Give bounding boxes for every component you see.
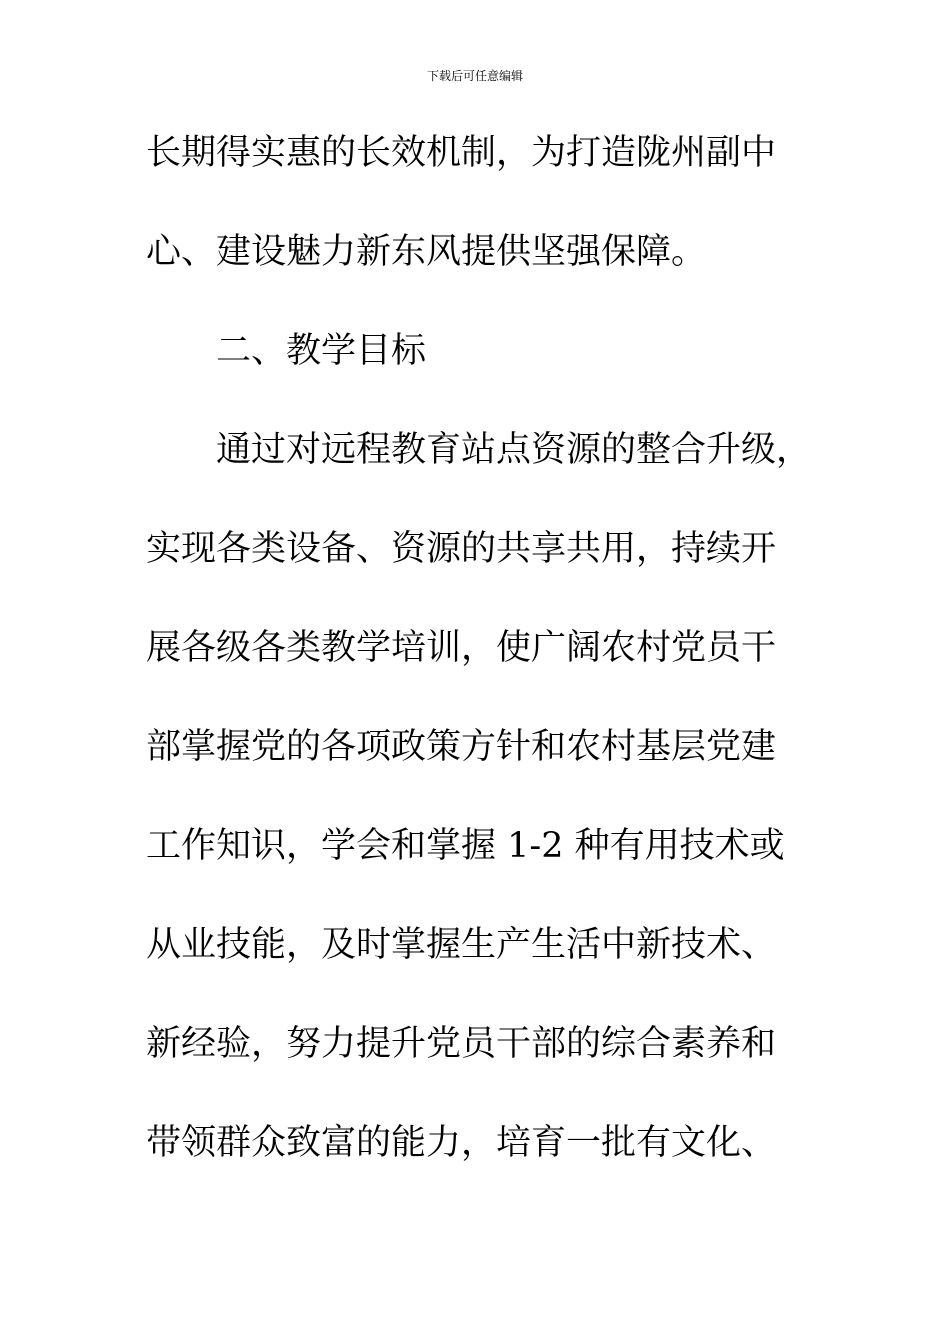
text-line: 心、建设魅力新东风提供坚强保障。 (146, 232, 707, 272)
text-line: 从业技能，及时掌握生产生活中新技术、 (146, 925, 777, 965)
text-line: 部掌握党的各项政策方针和农村基层党建 (146, 727, 777, 767)
document-body (146, 124, 812, 1213)
paragraph-first-line: 通过对远程教育站点资源的整合升级， (216, 430, 812, 470)
text-line: 实现各类设备、资源的共享共用，持续开 (146, 529, 777, 569)
text-line: 长期得实惠的长效机制，为打造陇州副中 (146, 133, 777, 173)
page-header: 下载后可任意编辑 (426, 69, 523, 83)
text-line: 新经验，努力提升党员干部的综合素养和 (146, 1024, 777, 1064)
text-line: 工作知识，学会和掌握 1-2 种有用技术或 (146, 826, 785, 866)
section-heading: 二、教学目标 (216, 331, 427, 371)
text-line: 展各级各类教学培训，使广阔农村党员干 (146, 628, 777, 668)
text-line: 带领群众致富的能力，培育一批有文化、 (146, 1123, 777, 1163)
